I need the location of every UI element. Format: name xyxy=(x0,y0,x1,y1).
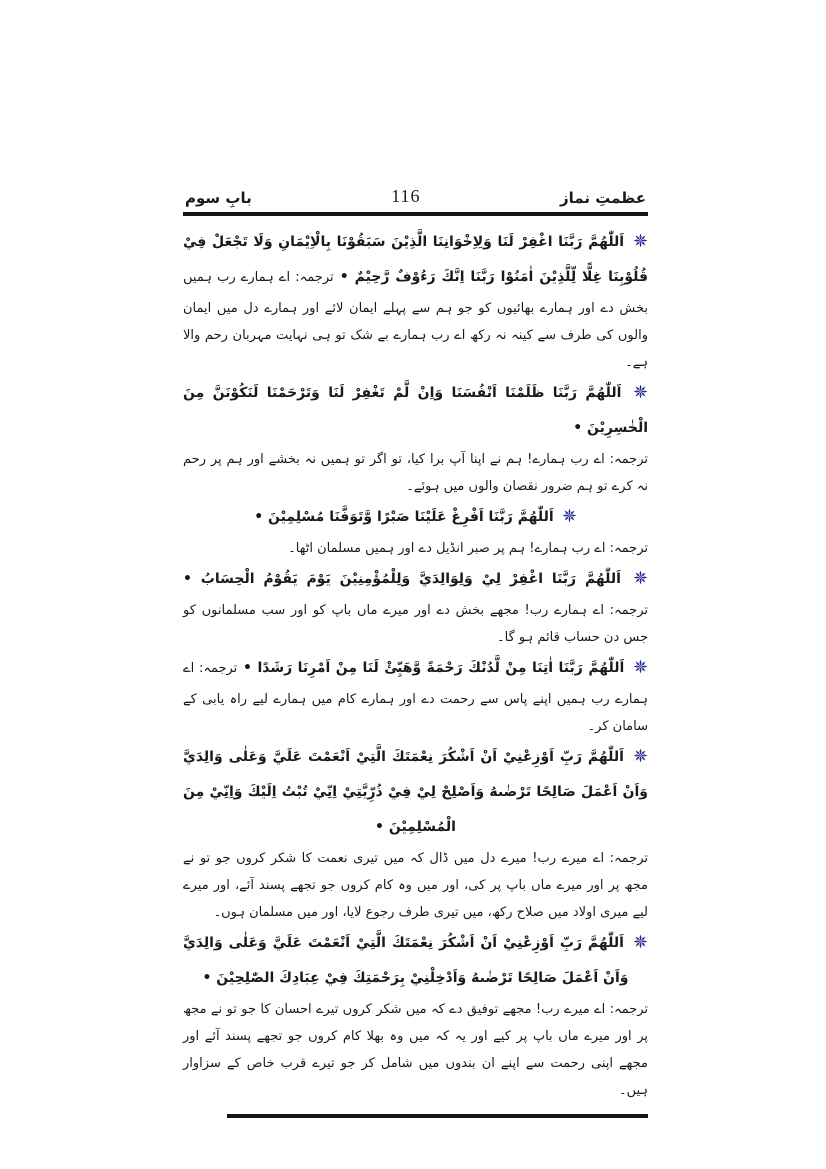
arabic-dua-text: اَللّٰهُمَّ رَبِّ اَوْزِعْنِيْ اَنْ اَشْكُرَ نِعْمَتَكَ الَّتِيْ اَنْعَمْتَ عَلَيَّ وَعَلٰى وَالِدَيَّ وَاَنْ اَعْمَلَ صَالِحًا تَرْضٰىهُ وَاَدْخِلْنِيْ بِرَحْمَتِكَ فِيْ عِبَادِكَ الصّٰلِحِيْنَ • xyxy=(183,935,629,986)
asterisk-icon xyxy=(633,384,648,399)
arabic-dua-text: اَللّٰهُمَّ رَبَّنَا اغْفِرْ لَنَا وَلِاِخْوَانِنَا الَّذِيْنَ سَبَقُوْنَا بِالْاِيْمَانِ وَلَا تَجْعَلْ فِيْ قُلُوْبِنَا غِلًّا لِّلَّذِيْنَ اٰمَنُوْا رَبَّنَا اِنَّكَ رَءُوْفٌ رَّحِيْمٌ • xyxy=(183,234,648,285)
dua-list xyxy=(183,225,648,1104)
header-divider xyxy=(183,212,648,216)
urdu-translation-text: ترجمہ: اے میرے رب! میرے دل میں ڈال کہ میں تیری نعمت کا شکر کروں جو تو نے مجھ پر اور میرے ماں باپ پر کی، اور میں وہ کام کروں جو تجھے پسند آئے، اور میرے لیے میری اولاد میں صلاح رکھ، میں تیری طرف رجوع لایا، اور میں مسلمان ہوں۔ xyxy=(183,851,648,920)
dua-paragraph xyxy=(183,740,648,926)
arabic-dua-text: اَللّٰهُمَّ رَبَّنَا اَفْرِغْ عَلَيْنَا صَبْرًا وَّتَوَفَّنَا مُسْلِمِيْنَ • xyxy=(254,509,554,525)
dua-section xyxy=(183,651,648,740)
asterisk-icon xyxy=(562,508,577,523)
urdu-translation-text: ترجمہ: اے ہمارے رب ہمیں اپنے پاس سے رحمت دے اور ہمارے کام میں ہمارے لیے راہ یابی کے سامان کر۔ xyxy=(183,661,648,734)
dua-section xyxy=(183,225,648,376)
dua-paragraph xyxy=(183,651,648,740)
urdu-translation-text: ترجمہ: اے رب ہمارے! ہم نے اپنا آپ برا کیا، تو اگر تو ہمیں نہ بخشے اور ہم پر رحم نہ کرے تو ہم ضرور نقصان والوں میں ہوئے۔ xyxy=(183,452,648,494)
dua-paragraph xyxy=(183,562,648,651)
dua-section xyxy=(183,740,648,926)
arabic-dua-text: اَللّٰهُمَّ رَبَّنَا اغْفِرْ لِيْ وَلِوَالِدَيَّ وَلِلْمُؤْمِنِيْنَ يَوْمَ يَقُوْمُ الْحِسَابُ • xyxy=(183,571,621,587)
arabic-dua-text: اَللّٰهُمَّ رَبَّنَا اٰتِنَا مِنْ لَّدُنْكَ رَحْمَةً وَّهَيِّئْ لَنَا مِنْ اَمْرِنَا رَشَدًا • xyxy=(243,660,625,676)
dua-paragraph xyxy=(183,376,648,500)
dua-paragraph xyxy=(183,926,648,1104)
dua-section xyxy=(183,376,648,500)
footer-divider xyxy=(227,1114,648,1118)
book-page xyxy=(183,186,648,1118)
dua-section xyxy=(183,926,648,1104)
arabic-dua-text: اَللّٰهُمَّ رَبَّنَا ظَلَمْنَا اَنْفُسَنَا وَاِنْ لَّمْ تَغْفِرْ لَنَا وَتَرْحَمْنَا لَنَكُوْنَنَّ مِنَ الْخٰسِرِيْنَ • xyxy=(183,385,648,436)
page-number: 116 xyxy=(391,186,421,206)
asterisk-icon xyxy=(633,659,648,674)
urdu-translation-text: ترجمہ: اے ہمارے رب! مجھے بخش دے اور میرے ماں باپ کو اور سب مسلمانوں کو جس دن حساب قائم ہو گا۔ xyxy=(183,603,648,645)
asterisk-icon xyxy=(633,748,648,763)
urdu-translation-text: ترجمہ: اے میرے رب! مجھے توفیق دے کہ میں شکر کروں تیرے احسان کا جو تو نے مجھ پر اور میرے ماں باپ پر کیے اور یہ کہ میں وہ بھلا کام کروں جو تجھے پسند آئے اور مجھے اپنی رحمت سے اپنے ان بندوں میں شامل کر جو تیرے قرب خاص کے سزاوار ہیں۔ xyxy=(183,1002,648,1098)
asterisk-icon xyxy=(633,570,648,585)
header-title-left: بابِ سوم xyxy=(185,189,252,207)
header-title-right: عظمتِ نماز xyxy=(560,189,646,207)
dua-section xyxy=(183,562,648,651)
dua-paragraph xyxy=(183,225,648,376)
urdu-translation-text: ترجمہ: اے رب ہمارے! ہم پر صبر انڈیل دے اور ہمیں مسلمان اٹھا۔ xyxy=(288,541,648,556)
page-header xyxy=(183,186,648,212)
asterisk-icon xyxy=(633,233,648,248)
dua-section xyxy=(183,500,648,562)
urdu-translation-text: ترجمہ: اے ہمارے رب ہمیں بخش دے اور ہمارے بھائیوں کو جو ہم سے پہلے ایمان لائے اور ہمارے دل میں ایمان والوں کی طرف سے کینہ نہ رکھ اے رب ہمارے بے شک تو ہی نہایت مہربان رحم والا ہے۔ xyxy=(183,270,648,370)
asterisk-icon xyxy=(633,934,648,949)
arabic-dua-text: اَللّٰهُمَّ رَبِّ اَوْزِعْنِيْ اَنْ اَشْكُرَ نِعْمَتَكَ الَّتِيْ اَنْعَمْتَ عَلَيَّ وَعَلٰى وَالِدَيَّ وَاَنْ اَعْمَلَ صَالِحًا تَرْضٰىهُ وَاَصْلِحْ لِيْ فِيْ ذُرِّيَّتِيْ اِنِّيْ تُبْتُ اِلَيْكَ وَاِنِّيْ مِنَ الْمُسْلِمِيْنَ • xyxy=(183,749,648,835)
dua-paragraph xyxy=(183,500,648,562)
